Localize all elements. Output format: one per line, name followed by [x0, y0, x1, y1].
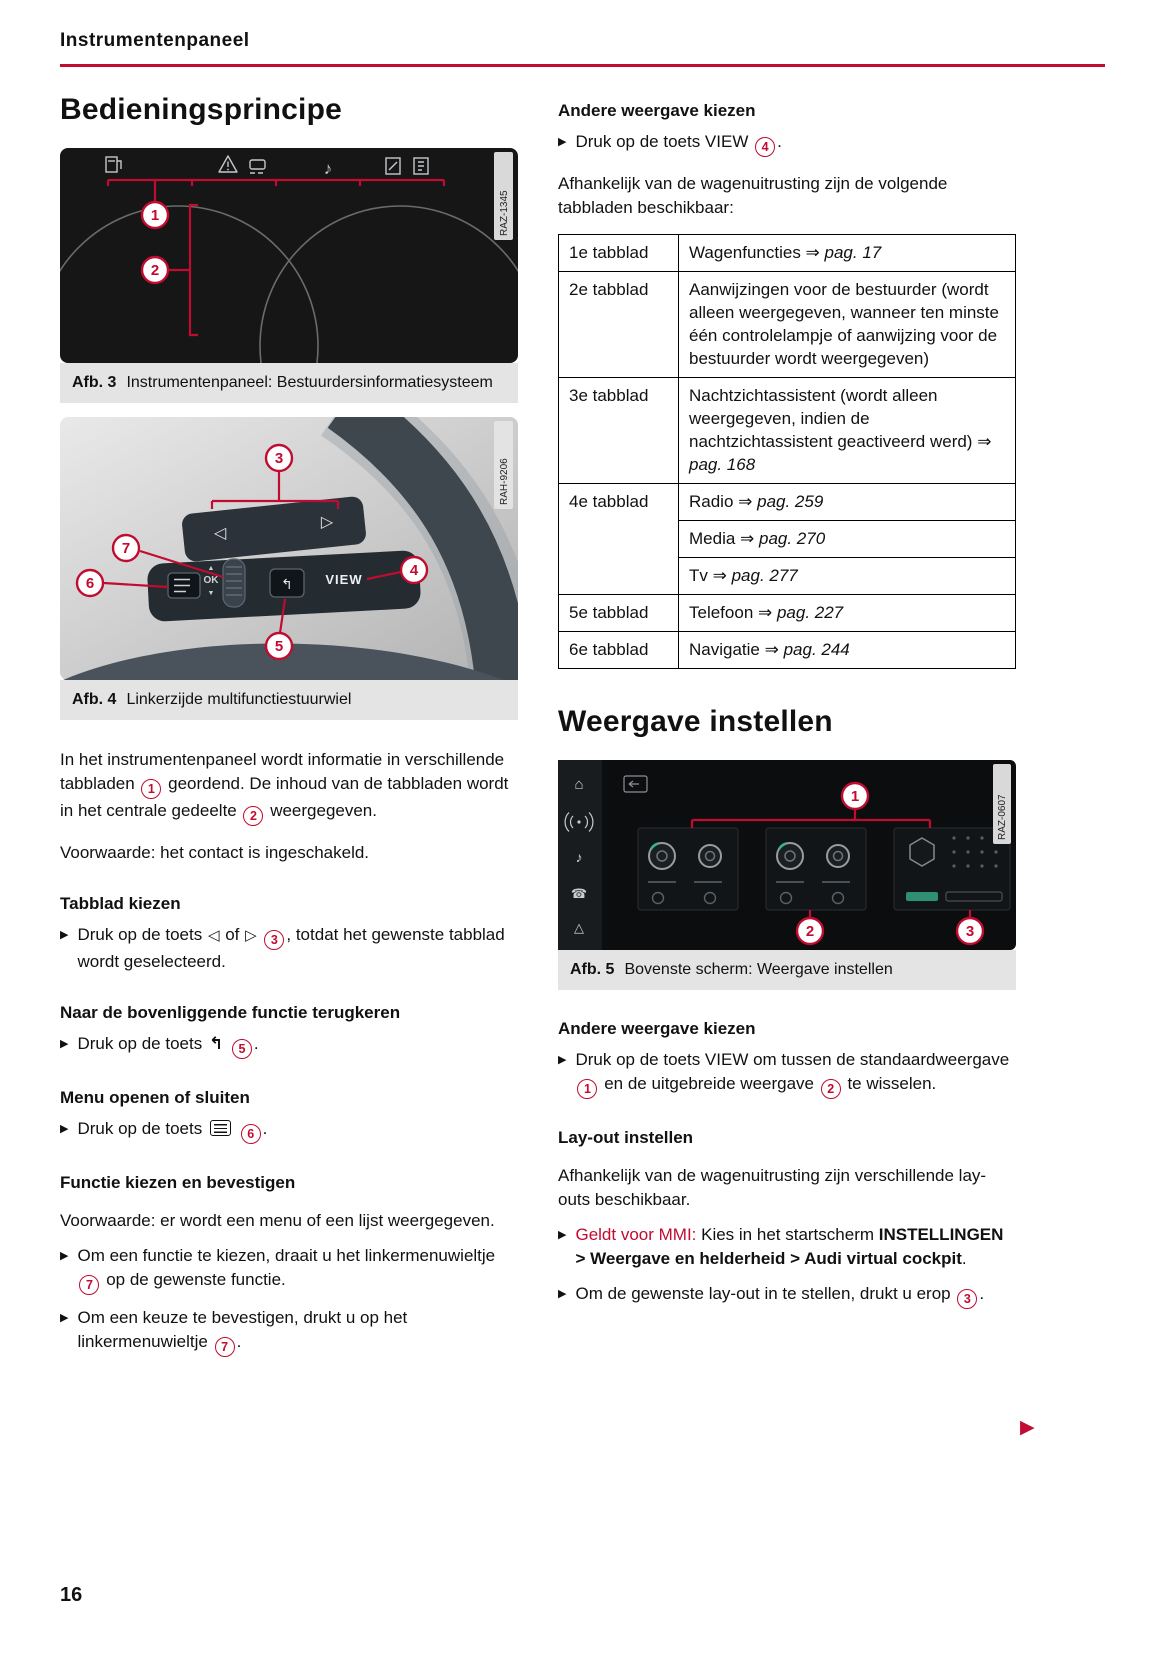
table-row	[559, 484, 1016, 595]
figure-3-caption	[60, 363, 518, 403]
bullet-menu	[60, 1117, 518, 1144]
view-button-label: VIEW	[325, 572, 363, 587]
text-segment: weergegeven.	[265, 801, 377, 820]
callout-6-number: 6	[85, 575, 95, 592]
heading-functie: Functie kiezen en bevestigen	[60, 1173, 296, 1192]
figure-5-image	[558, 760, 1016, 950]
bullet-icon: ▶	[60, 1250, 69, 1262]
table-content-cell	[679, 484, 1016, 595]
music-note-icon: ♪	[323, 159, 333, 178]
text-segment: op de gewenste functie.	[101, 1270, 286, 1289]
right-column	[558, 67, 1016, 1309]
menu-path-separator: >	[785, 1249, 805, 1268]
table-content-cell	[679, 595, 1016, 632]
callout-1-inline: 1	[577, 1079, 597, 1099]
table-row	[559, 272, 1016, 378]
bullet-content	[77, 1117, 518, 1144]
heading-menu: Menu openen of sluiten	[60, 1088, 250, 1107]
bullet-confirm	[60, 1306, 518, 1357]
page-reference: ⇒ pag. 17	[805, 243, 882, 262]
table-row	[559, 632, 1016, 669]
condition-paragraph: Voorwaarde: het contact is ingeschakeld.	[60, 843, 370, 862]
layout-paragraph: Afhankelijk van de wagenuitrusting zijn verschillende lay-outs beschikbaar.	[558, 1166, 987, 1209]
image-code-text: RAZ-1345	[499, 190, 510, 236]
page-header	[60, 30, 1105, 67]
heading-terugkeren: Naar de bovenliggende functie terugkeren	[60, 1003, 401, 1022]
climate-panel-left	[638, 828, 738, 910]
bullet-content	[77, 1244, 518, 1295]
table-content-cell	[679, 378, 1016, 484]
text-segment: Druk op de toets	[77, 1034, 207, 1053]
columns	[60, 67, 1016, 1357]
bullet-layout-set	[558, 1282, 1016, 1309]
table-content-cell	[679, 235, 1016, 272]
table-label-cell: 4e tabblad	[559, 484, 679, 595]
table-subrow	[679, 521, 1015, 558]
bullet-content	[575, 1223, 1016, 1271]
text-segment: Tv	[689, 566, 713, 585]
text-segment: Radio	[689, 492, 739, 511]
text-segment: Wagenfuncties	[689, 243, 806, 262]
page-reference: ⇒ pag. 244	[764, 640, 850, 659]
text-segment: Druk op de toets VIEW om tussen de standaardweergave	[575, 1050, 1010, 1069]
figure-4-caption-label: Afb. 4	[72, 691, 117, 708]
menu-path-item: Weergave en helderheid	[590, 1249, 786, 1268]
heading-tab-kiezen: Tabblad kiezen	[60, 894, 181, 913]
bullet-icon: ▶	[558, 1054, 567, 1066]
page-reference: ⇒ pag. 259	[738, 492, 824, 511]
text-segment: Druk op de toets	[77, 1119, 207, 1138]
callout-6-inline: 6	[241, 1124, 261, 1144]
figure-5-caption-label: Afb. 5	[570, 961, 615, 978]
callout-3-inline: 3	[264, 930, 284, 950]
page-reference: ⇒ pag. 168	[689, 432, 992, 474]
tab-overview-table	[558, 234, 1016, 669]
phone-icon: ☎	[570, 886, 588, 901]
callout-2-number: 2	[805, 923, 815, 940]
figure-4-caption	[60, 680, 518, 720]
tab-right-button-icon: ▷	[320, 514, 334, 531]
callout-5-number: 5	[274, 638, 284, 655]
back-button	[270, 569, 304, 597]
bullet-view-toggle	[558, 1048, 1016, 1099]
table-label-cell: 6e tabblad	[559, 632, 679, 669]
media-icon: ♪	[575, 849, 583, 865]
bullet-content	[77, 923, 518, 974]
menu-button-icon	[210, 1120, 231, 1136]
figure-3-caption-text: Instrumentenpaneel: Bestuurdersinformatiesysteem	[126, 374, 493, 391]
callout-7-inline: 7	[215, 1337, 235, 1357]
table-label-cell: 1e tabblad	[559, 235, 679, 272]
text-segment: te wisselen.	[842, 1074, 937, 1093]
tabs-available-paragraph: Afhankelijk van de wagenuitrusting zijn de volgende tabbladen beschikbaar:	[558, 174, 948, 217]
text-segment: .	[262, 1119, 268, 1138]
chapter-title: Instrumentenpaneel	[60, 30, 250, 51]
page-number: 16	[60, 1584, 83, 1606]
left-column	[60, 67, 518, 1357]
text-segment: , totdat het gewenste tabblad wordt geselecteerd.	[77, 925, 505, 971]
callout-3-number: 3	[274, 450, 284, 467]
image-code	[494, 152, 513, 240]
figure-5-caption-text: Bovenste scherm: Weergave instellen	[624, 961, 893, 978]
callout-7-inline: 7	[79, 1275, 99, 1295]
text-segment: .	[236, 1332, 242, 1351]
bullet-content	[77, 1032, 518, 1059]
section-title-weergave-instellen: Weergave instellen	[558, 705, 833, 738]
navigation-icon: △	[574, 920, 584, 935]
page-continue-arrow: ▶	[1020, 1417, 1035, 1438]
figure-5-caption	[558, 950, 1016, 990]
image-code	[993, 764, 1011, 844]
text-segment: Nachtzichtassistent (wordt alleen weergegeven, indien de nachtzichtassistent geactiveerd werd)	[689, 386, 978, 451]
callout-1-number: 1	[150, 207, 160, 224]
text-segment: .	[961, 1249, 967, 1268]
text-segment: Telefoon	[689, 603, 758, 622]
text-segment: Druk op de toets VIEW	[575, 132, 754, 151]
text-segment: .	[979, 1284, 985, 1303]
bullet-mmi	[558, 1223, 1016, 1271]
table-subrow	[679, 484, 1015, 521]
bullet-select-function	[60, 1244, 518, 1295]
text-segment: en de uitgebreide weergave	[599, 1074, 819, 1093]
heading-layout: Lay-out instellen	[558, 1128, 694, 1147]
figure-4-image	[60, 417, 518, 680]
text-segment: of	[220, 925, 245, 944]
text-segment: Om een keuze te bevestigen, drukt u op het linkermenuwieltje	[77, 1308, 408, 1351]
image-code	[494, 421, 513, 509]
bullet-icon: ▶	[60, 1312, 69, 1324]
callout-3-inline: 3	[957, 1289, 977, 1309]
bullet-icon: ▶	[558, 136, 567, 148]
bullet-tab-select	[60, 923, 518, 974]
arrow-right-button-icon: ▷	[245, 927, 257, 944]
menu-scroll-wheel	[223, 559, 245, 607]
table-label-cell: 3e tabblad	[559, 378, 679, 484]
page-reference: ⇒ pag. 270	[740, 529, 826, 548]
callout-7-number: 7	[121, 540, 131, 557]
table-content-cell	[679, 632, 1016, 669]
figure-3-caption-label: Afb. 3	[72, 374, 117, 391]
figure-3-image	[60, 148, 518, 363]
heading-andere-weergave-2: Andere weergave kiezen	[558, 1019, 756, 1038]
table-row	[559, 235, 1016, 272]
text-segment: geordend. De inhoud van de tabbladen wordt in het centrale gedeelte	[60, 774, 509, 820]
bullet-view	[558, 130, 1016, 157]
bullet-icon: ▶	[60, 1123, 69, 1135]
table-content-cell	[679, 272, 1016, 378]
figure-3	[60, 148, 518, 403]
back-button-icon: ↰	[208, 1034, 224, 1053]
bullet-icon: ▶	[558, 1288, 567, 1300]
heading-andere-weergave: Andere weergave kiezen	[558, 101, 756, 120]
figure-4	[60, 417, 518, 720]
menu-path-item: INSTELLINGEN	[878, 1225, 1004, 1244]
callout-2-inline: 2	[243, 806, 263, 826]
tab-left-button-icon: ◁	[213, 525, 227, 542]
menu-path-item: Audi virtual cockpit	[804, 1249, 962, 1268]
bullet-content	[575, 130, 1016, 157]
callout-4-number: 4	[409, 562, 419, 579]
bullet-icon: ▶	[60, 1038, 69, 1050]
phone-panel	[894, 828, 1010, 910]
bullet-content	[575, 1048, 1016, 1099]
callout-2-number: 2	[150, 262, 160, 279]
image-code-text: RAZ-0607	[997, 794, 1008, 840]
bullet-content	[575, 1282, 1016, 1309]
bullet-content	[77, 1306, 518, 1357]
text-segment: Kies in het startscherm	[696, 1225, 879, 1244]
condition-paragraph-2: Voorwaarde: er wordt een menu of een lijst weergegeven.	[60, 1211, 495, 1230]
section-title-bedieningsprincipe: Bedieningsprincipe	[60, 93, 342, 126]
bullet-icon: ▶	[60, 929, 69, 941]
table-row	[559, 595, 1016, 632]
bullet-icon: ▶	[558, 1229, 567, 1241]
callout-1-inline: 1	[141, 779, 161, 799]
callout-4-inline: 4	[755, 137, 775, 157]
callout-5-inline: 5	[232, 1039, 252, 1059]
bullet-back	[60, 1032, 518, 1059]
arrow-left-button-icon: ◁	[207, 927, 220, 944]
intro-paragraph	[60, 748, 518, 826]
callout-2-inline: 2	[821, 1079, 841, 1099]
menu-path-separator: >	[575, 1249, 591, 1268]
text-segment: .	[253, 1034, 259, 1053]
menu-button	[168, 573, 200, 598]
climate-panel-right	[766, 828, 866, 910]
figure-5	[558, 760, 1016, 990]
ok-label: OK	[203, 575, 219, 586]
back-button-icon: ↰	[281, 576, 293, 592]
page-reference: ⇒ pag. 277	[712, 566, 798, 585]
text-segment: Druk op de toets	[77, 925, 207, 944]
figure-4-caption-text: Linkerzijde multifunctiestuurwiel	[126, 691, 352, 708]
table-row	[559, 378, 1016, 484]
down-arrow-icon: ▼	[207, 590, 215, 597]
green-indicator	[906, 892, 938, 901]
text-segment: Om een functie te kiezen, draait u het linkermenuwieltje	[77, 1246, 496, 1265]
page-reference: ⇒ pag. 227	[758, 603, 844, 622]
up-arrow-icon: ▲	[207, 565, 215, 572]
table-label-cell: 5e tabblad	[559, 595, 679, 632]
image-code-text: RAH-9206	[499, 458, 510, 505]
text-segment: Media	[689, 529, 741, 548]
table-subrow	[679, 558, 1015, 594]
callout-3-number: 3	[965, 923, 975, 940]
text-segment: .	[777, 132, 782, 151]
text-segment: In het instrumentenpaneel wordt informatie in verschillende tabbladen	[60, 750, 505, 793]
text-segment: Om de gewenste lay-out in te stellen, drukt u erop	[575, 1284, 956, 1303]
home-icon: ⌂	[574, 776, 584, 793]
text-segment: Aanwijzingen voor de bestuurder (wordt alleen weergegeven, wanneer ten minste één controlelampje of aanwijzing voor de bestuurder wordt weergegeven)	[689, 280, 999, 368]
table-label-cell: 2e tabblad	[559, 272, 679, 378]
text-segment: Navigatie	[689, 640, 765, 659]
callout-1-number: 1	[850, 788, 860, 805]
mmi-tag: Geldt voor MMI:	[575, 1225, 697, 1244]
hexagon-icon	[910, 838, 934, 866]
